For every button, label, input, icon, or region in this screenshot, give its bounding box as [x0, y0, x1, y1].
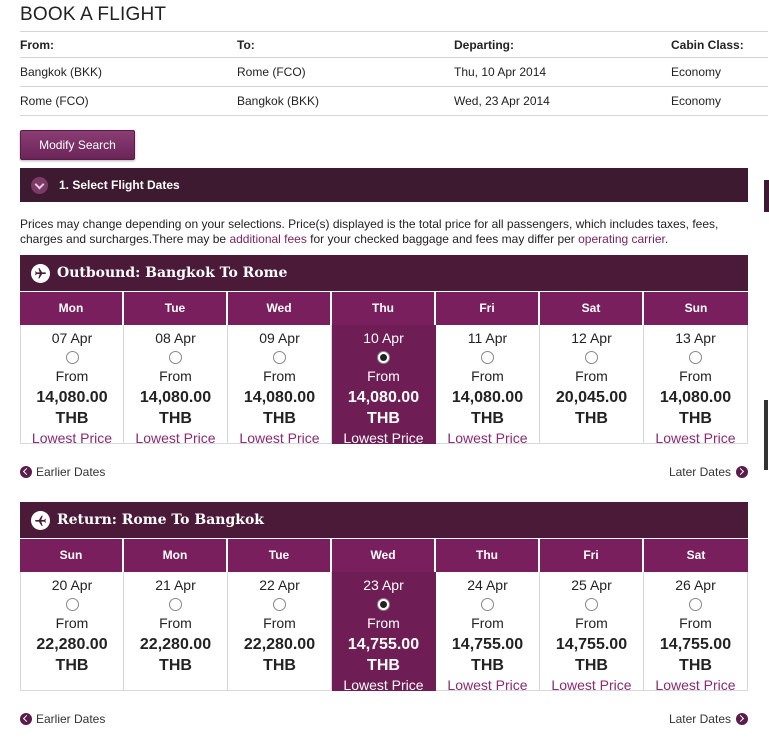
currency-label: THB [367, 410, 400, 427]
lowest-price-label: Lowest Price [239, 430, 320, 446]
date-label: 10 Apr [363, 330, 404, 346]
currency-label: THB [159, 657, 192, 674]
date-option-cell[interactable] [436, 572, 540, 691]
currency-label: THB [367, 657, 400, 674]
chevron-right-icon [736, 466, 748, 478]
airplane-icon [31, 264, 50, 283]
from-label: From [159, 368, 192, 384]
day-header: Tue [228, 539, 332, 572]
date-radio[interactable] [66, 598, 79, 611]
from-label: From [367, 368, 400, 384]
lowest-price-label: Lowest Price [31, 430, 113, 446]
date-option-cell[interactable] [332, 572, 436, 691]
lowest-price-label: Lowest Price [447, 430, 528, 446]
from-label: From [263, 615, 296, 631]
price-value: 14,080.00 [36, 389, 108, 406]
outbound-later-dates-link[interactable] [669, 465, 748, 479]
select-flight-dates-header[interactable] [20, 168, 748, 202]
additional-fees-link[interactable]: additional fees [229, 232, 307, 246]
date-option-cell[interactable] [540, 325, 644, 444]
day-header: Thu [332, 292, 436, 325]
lowest-price-label: Lowest Price [551, 677, 632, 693]
price-value: 22,280.00 [243, 636, 316, 653]
date-radio[interactable] [585, 598, 598, 611]
date-label: 25 Apr [571, 577, 612, 593]
page-title: BOOK A FLIGHT [20, 4, 167, 25]
earlier-dates-label: Earlier Dates [36, 712, 106, 726]
lowest-price-label: Lowest Price [655, 677, 736, 693]
date-label: 07 Apr [51, 330, 93, 346]
date-radio[interactable] [169, 351, 182, 364]
date-option-cell[interactable] [228, 325, 332, 444]
summary-cell: Economy [671, 94, 722, 108]
operating-carrier-link[interactable]: operating carrier [578, 232, 665, 246]
summary-header-cabin: Cabin Class: [671, 37, 744, 52]
summary-header-to: To: [237, 37, 255, 52]
date-label: 11 Apr [467, 330, 508, 346]
day-header: Fri [436, 292, 540, 325]
from-label: From [367, 615, 400, 631]
price-value: 22,280.00 [139, 636, 212, 653]
date-radio[interactable] [377, 598, 390, 611]
price-value: 14,755.00 [555, 636, 628, 653]
day-header: Sun [644, 292, 748, 325]
search-summary-table [20, 31, 768, 116]
from-label: From [679, 615, 712, 631]
date-radio[interactable] [481, 351, 494, 364]
date-label: 13 Apr [675, 330, 716, 346]
summary-cell: Rome (FCO) [237, 65, 306, 79]
price-value: 14,080.00 [659, 389, 732, 406]
earlier-dates-label: Earlier Dates [36, 465, 106, 479]
chevron-left-icon [20, 466, 32, 478]
from-label: From [55, 615, 89, 631]
price-value: 14,080.00 [243, 389, 316, 406]
date-label: 26 Apr [675, 577, 716, 593]
currency-label: THB [263, 410, 296, 427]
summary-row-return [20, 87, 768, 116]
date-label: 09 Apr [259, 330, 300, 346]
currency-label: THB [55, 657, 89, 674]
chevron-down-icon[interactable] [31, 177, 48, 194]
from-label: From [471, 615, 504, 631]
summary-cell: Economy [671, 65, 722, 79]
lowest-price-label [21, 676, 123, 695]
from-label: From [263, 368, 296, 384]
date-label: 12 Apr [571, 330, 612, 346]
return-title: Return: Rome To Bangkok [57, 512, 264, 528]
lowest-price-label [540, 429, 643, 448]
lowest-price-label [228, 676, 331, 695]
later-dates-label: Later Dates [668, 465, 731, 479]
chevron-left-icon [20, 713, 32, 725]
lowest-price-label: Lowest Price [343, 677, 424, 693]
return-header [20, 502, 748, 538]
later-dates-label: Later Dates [668, 712, 731, 726]
lowest-price-label: Lowest Price [655, 430, 736, 446]
chevron-right-icon [736, 713, 748, 725]
date-radio[interactable] [377, 351, 390, 364]
return-earlier-dates-link[interactable] [20, 712, 105, 726]
price-value: 22,280.00 [36, 636, 108, 653]
scrollbar-marker [764, 180, 769, 212]
date-option-cell[interactable] [228, 572, 332, 691]
outbound-title: Outbound: Bangkok To Rome [57, 265, 288, 281]
date-radio[interactable] [689, 598, 702, 611]
price-notice [20, 217, 755, 247]
date-radio[interactable] [689, 351, 702, 364]
date-option-cell[interactable] [124, 325, 228, 444]
airplane-icon [31, 511, 50, 530]
summary-cell: Wed, 23 Apr 2014 [454, 94, 550, 108]
date-label: 22 Apr [259, 577, 300, 593]
date-option-cell[interactable] [124, 572, 228, 691]
day-header: Wed [228, 292, 332, 325]
notice-text: for your checked baggage and fees may differ per [306, 232, 579, 246]
day-header: Thu [436, 539, 540, 572]
date-label: 08 Apr [155, 330, 196, 346]
lowest-price-label: Lowest Price [447, 677, 528, 693]
price-value: 14,080.00 [347, 389, 420, 406]
price-value: 14,080.00 [451, 389, 524, 406]
day-header: Fri [540, 539, 644, 572]
date-radio[interactable] [66, 351, 79, 364]
date-option-cell[interactable] [20, 325, 124, 444]
currency-label: THB [679, 410, 712, 427]
date-label: 24 Apr [467, 577, 508, 593]
date-option-cell[interactable] [644, 572, 748, 691]
date-radio[interactable] [273, 351, 286, 364]
from-label: From [471, 368, 504, 384]
from-label: From [575, 615, 608, 631]
day-header: Mon [124, 539, 228, 572]
notice-text: Prices may change depending on your selections. Price(s) displayed is the total price for all passengers, which includes taxes, fees, charges and surcharges.There may be [20, 217, 719, 246]
summary-cell: Thu, 10 Apr 2014 [454, 65, 547, 79]
day-header: Mon [20, 292, 124, 325]
section-title: 1. Select Flight Dates [59, 178, 180, 192]
summary-cell: Bangkok (BKK) [237, 94, 320, 108]
notice-text: . [664, 232, 669, 246]
return-date-cells [20, 572, 748, 691]
day-header: Wed [332, 539, 436, 572]
lowest-price-label [124, 676, 227, 695]
price-value: 14,080.00 [139, 389, 212, 406]
date-label: 23 Apr [363, 577, 404, 593]
from-label: From [159, 615, 192, 631]
day-header: Sat [644, 539, 748, 572]
outbound-day-headers [20, 292, 748, 325]
return-day-headers [20, 539, 748, 572]
scrollbar-thumb[interactable] [764, 400, 768, 470]
date-radio[interactable] [169, 598, 182, 611]
day-header: Sun [20, 539, 124, 572]
currency-label: THB [159, 410, 192, 427]
summary-header-from: From: [20, 37, 54, 52]
summary-cell: Bangkok (BKK) [20, 65, 103, 79]
date-option-cell[interactable] [332, 325, 436, 444]
outbound-earlier-dates-link[interactable] [20, 465, 105, 479]
lowest-price-label: Lowest Price [135, 430, 216, 446]
date-label: 20 Apr [51, 577, 93, 593]
summary-cell: Rome (FCO) [20, 94, 89, 108]
date-option-cell[interactable] [644, 325, 748, 444]
price-value: 14,755.00 [451, 636, 524, 653]
return-later-dates-link[interactable] [669, 712, 748, 726]
lowest-price-label: Lowest Price [343, 430, 424, 446]
date-option-cell[interactable] [436, 325, 540, 444]
modify-search-button[interactable]: Modify Search [20, 130, 135, 160]
from-label: From [679, 368, 712, 384]
summary-header-row [20, 32, 768, 58]
date-radio[interactable] [481, 598, 494, 611]
currency-label: THB [575, 657, 608, 674]
price-value: 14,755.00 [659, 636, 732, 653]
summary-row-outbound [20, 58, 768, 87]
outbound-header [20, 255, 748, 291]
from-label: From [55, 368, 89, 384]
currency-label: THB [263, 657, 296, 674]
currency-label: THB [55, 410, 89, 427]
summary-header-departing: Departing: [454, 37, 514, 52]
date-radio[interactable] [585, 351, 598, 364]
currency-label: THB [471, 657, 504, 674]
from-label: From [575, 368, 608, 384]
currency-label: THB [575, 410, 608, 427]
currency-label: THB [679, 657, 712, 674]
price-value: 20,045.00 [555, 389, 628, 406]
outbound-date-cells [20, 325, 748, 444]
date-option-cell[interactable] [540, 572, 644, 691]
day-header: Sat [540, 292, 644, 325]
currency-label: THB [471, 410, 504, 427]
date-label: 21 Apr [155, 577, 196, 593]
date-radio[interactable] [273, 598, 286, 611]
price-value: 14,755.00 [347, 636, 420, 653]
day-header: Tue [124, 292, 228, 325]
date-option-cell[interactable] [20, 572, 124, 691]
